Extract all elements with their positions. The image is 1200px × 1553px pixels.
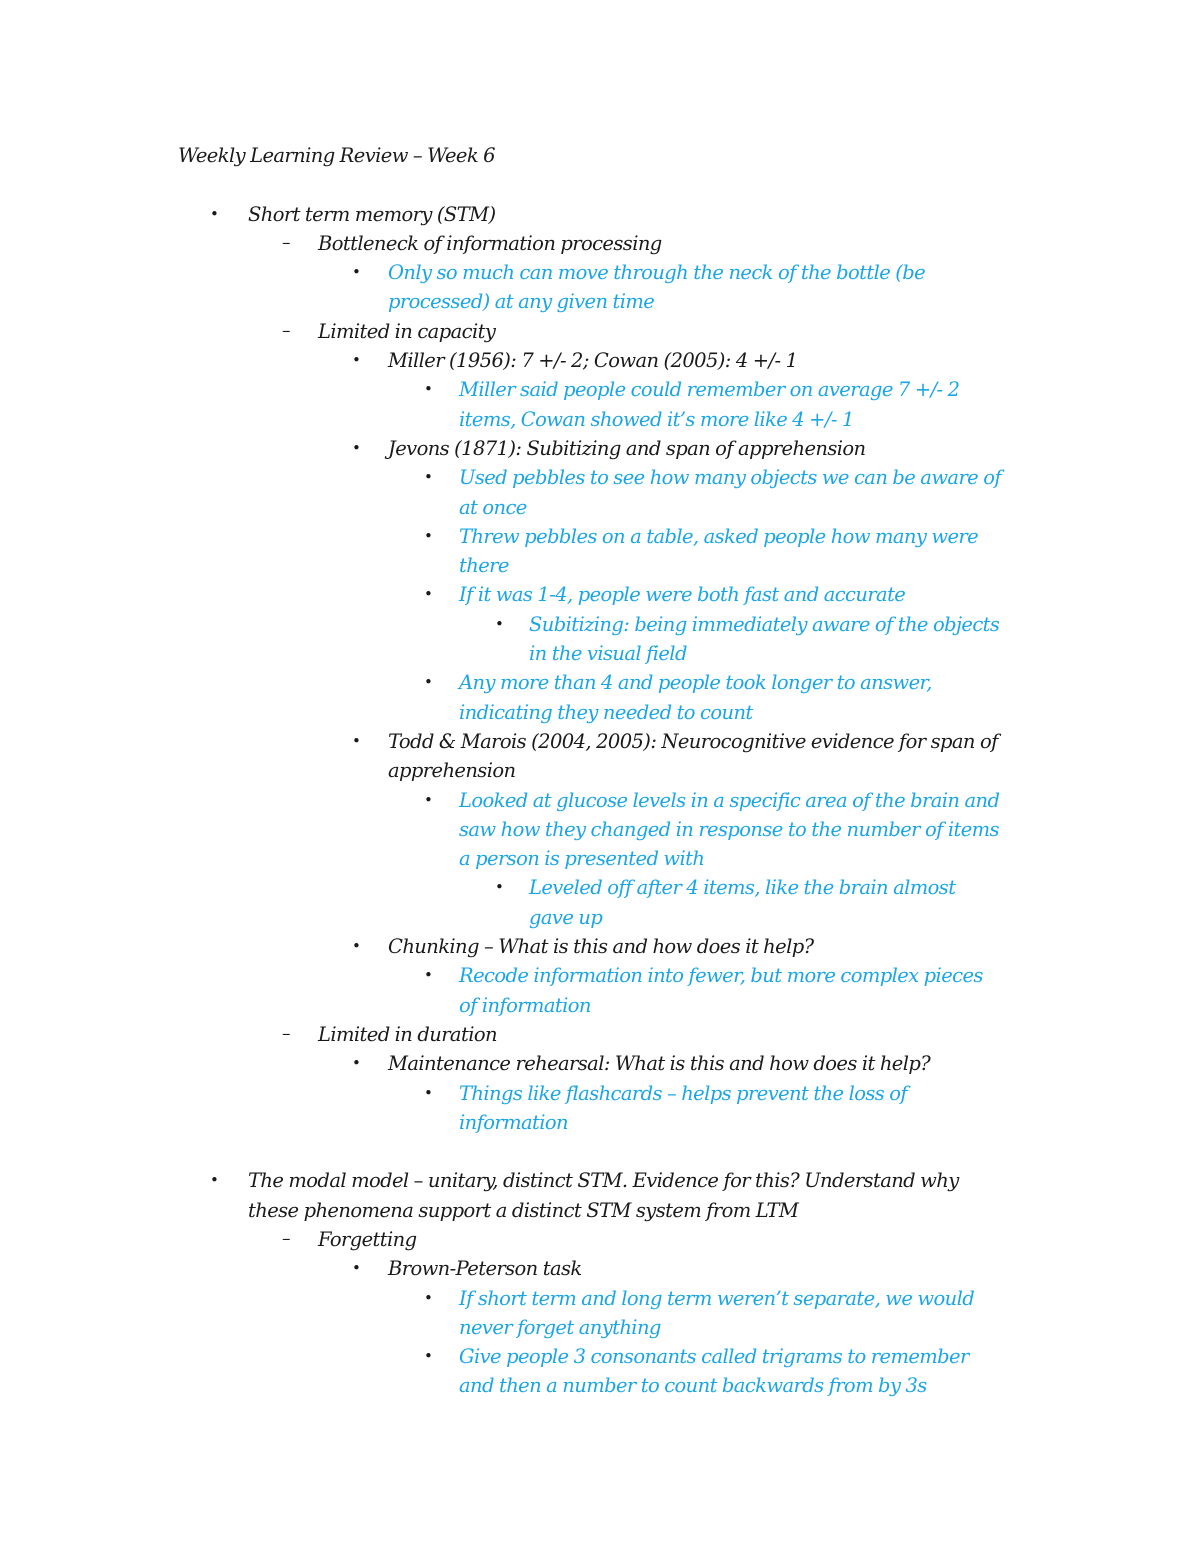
outline-line-text: Threw pebbles on a table, asked people how many were bbox=[459, 524, 979, 548]
bullet-icon: • bbox=[424, 790, 433, 809]
outline-line bbox=[178, 991, 1038, 1020]
outline-line-text: there bbox=[459, 554, 509, 578]
bullet-icon: • bbox=[495, 878, 504, 897]
outline-line bbox=[178, 756, 1038, 785]
outline-line bbox=[178, 786, 1038, 815]
outline-line-text: and then a number to count backwards from by 3s bbox=[459, 1374, 927, 1398]
outline-line-text: Things like flashcards – helps prevent the loss of bbox=[459, 1081, 908, 1105]
outline-line-text: Jevons (1871): Subitizing and span of apprehension bbox=[388, 436, 866, 460]
outline-line-text: processed) at any given time bbox=[388, 290, 655, 314]
dash-icon: – bbox=[282, 232, 290, 253]
outline-line bbox=[178, 200, 1038, 229]
outline-line bbox=[178, 405, 1038, 434]
bullet-icon: • bbox=[424, 673, 433, 692]
outline-line-text: items, Cowan showed it’s more like 4 +/- 1 bbox=[459, 407, 854, 431]
outline-line-text: of information bbox=[459, 993, 591, 1017]
bullet-icon: • bbox=[352, 438, 361, 457]
outline-line-text: Miller (1956): 7 +/- 2; Cowan (2005): 4 +/- 1 bbox=[388, 349, 798, 373]
outline-line bbox=[178, 1196, 1038, 1225]
outline-line-text: gave up bbox=[529, 905, 603, 929]
outline-line-text: Limited in capacity bbox=[318, 319, 496, 343]
outline-line bbox=[178, 727, 1038, 756]
outline-line bbox=[178, 258, 1038, 287]
outline-line bbox=[178, 610, 1038, 639]
document-title-text: Weekly Learning Review – Week 6 bbox=[178, 144, 495, 167]
outline-line-text: Todd & Marois (2004, 2005): Neurocognitive evidence for span of bbox=[388, 729, 998, 753]
outline-line bbox=[178, 1254, 1038, 1283]
bullet-icon: • bbox=[495, 614, 504, 633]
bullet-icon: • bbox=[352, 351, 361, 370]
outline-line-text: Leveled off after 4 items, like the brain almost bbox=[529, 876, 956, 900]
outline-line-text: Used pebbles to see how many objects we can be aware of bbox=[459, 466, 1001, 490]
outline-line-text: Chunking – What is this and how does it help? bbox=[388, 935, 814, 959]
dash-icon: – bbox=[282, 1228, 290, 1249]
outline-line bbox=[178, 1049, 1038, 1078]
outline-line bbox=[178, 1079, 1038, 1108]
outline-line-text: If short term and long term weren’t separate, we would bbox=[459, 1286, 975, 1310]
outline-line-text: Recode information into fewer, but more complex pieces bbox=[459, 964, 983, 988]
outline-line-text: Miller said people could remember on average 7 +/- 2 bbox=[459, 378, 960, 402]
outline-line-text: these phenomena support a distinct STM system from LTM bbox=[248, 1198, 799, 1222]
bullet-icon: • bbox=[424, 1347, 433, 1366]
outline-line bbox=[178, 844, 1038, 873]
outline-line bbox=[178, 1225, 1038, 1254]
outline-line bbox=[178, 932, 1038, 961]
outline-line bbox=[178, 463, 1038, 492]
outline-line-text: Only so much can move through the neck of the bottle (be bbox=[388, 261, 926, 285]
outline-list bbox=[178, 200, 1038, 1401]
outline-line-text: at once bbox=[459, 495, 527, 519]
bullet-icon: • bbox=[352, 1054, 361, 1073]
outline-line-text: Maintenance rehearsal: What is this and how does it help? bbox=[388, 1052, 931, 1076]
outline-line bbox=[178, 375, 1038, 404]
bullet-icon: • bbox=[352, 937, 361, 956]
outline-line bbox=[178, 493, 1038, 522]
outline-line bbox=[178, 873, 1038, 902]
outline-line bbox=[178, 287, 1038, 316]
outline-line-text: Give people 3 consonants called trigrams to remember bbox=[459, 1345, 969, 1369]
outline-line bbox=[178, 522, 1038, 551]
bullet-icon: • bbox=[424, 1288, 433, 1307]
bullet-icon: • bbox=[424, 1083, 433, 1102]
outline-line-text: Subitizing: being immediately aware of the objects bbox=[529, 612, 1000, 636]
outline-line-text: in the visual field bbox=[529, 642, 687, 666]
bullet-icon: • bbox=[352, 731, 361, 750]
section-spacer bbox=[178, 1137, 1038, 1166]
bullet-icon: • bbox=[424, 966, 433, 985]
outline-line-text: If it was 1-4, people were both fast and accurate bbox=[459, 583, 906, 607]
outline-line bbox=[178, 1313, 1038, 1342]
outline-line bbox=[178, 1166, 1038, 1195]
document-title bbox=[178, 141, 1038, 170]
outline-line-text: Short term memory (STM) bbox=[248, 202, 496, 226]
outline-line bbox=[178, 346, 1038, 375]
outline-line-text: Looked at glucose levels in a specific area of the brain and bbox=[459, 788, 1000, 812]
bullet-icon: • bbox=[210, 204, 219, 223]
outline-line bbox=[178, 815, 1038, 844]
outline-line-text: information bbox=[459, 1110, 568, 1134]
bullet-icon: • bbox=[352, 1259, 361, 1278]
outline-line bbox=[178, 551, 1038, 580]
outline-line bbox=[178, 1108, 1038, 1137]
dash-icon: – bbox=[282, 320, 290, 341]
bullet-icon: • bbox=[424, 380, 433, 399]
outline-line-text: a person is presented with bbox=[459, 847, 705, 871]
document-body bbox=[178, 141, 1038, 1401]
bullet-icon: • bbox=[424, 585, 433, 604]
bullet-icon: • bbox=[424, 526, 433, 545]
outline-line bbox=[178, 434, 1038, 463]
outline-line-text: never forget anything bbox=[459, 1315, 661, 1339]
outline-line-text: apprehension bbox=[388, 759, 516, 783]
outline-line bbox=[178, 580, 1038, 609]
outline-line bbox=[178, 1284, 1038, 1313]
outline-line-text: Any more than 4 and people took longer to answer, bbox=[459, 671, 932, 695]
outline-line bbox=[178, 1020, 1038, 1049]
bullet-icon: • bbox=[210, 1171, 219, 1190]
outline-line bbox=[178, 1342, 1038, 1371]
dash-icon: – bbox=[282, 1023, 290, 1044]
outline-line-text: indicating they needed to count bbox=[459, 700, 753, 724]
outline-line bbox=[178, 668, 1038, 697]
outline-line-text: Limited in duration bbox=[318, 1022, 497, 1046]
outline-line bbox=[178, 903, 1038, 932]
outline-line-text: saw how they changed in response to the number of items bbox=[459, 817, 999, 841]
bullet-icon: • bbox=[352, 263, 361, 282]
title-spacer bbox=[178, 170, 1038, 199]
outline-line-text: Bottleneck of information processing bbox=[318, 231, 662, 255]
outline-line bbox=[178, 317, 1038, 346]
outline-line-text: The modal model – unitary, distinct STM. Evidence for this? Understand why bbox=[248, 1169, 959, 1193]
outline-line bbox=[178, 229, 1038, 258]
outline-line-text: Brown-Peterson task bbox=[388, 1257, 582, 1281]
outline-line bbox=[178, 639, 1038, 668]
bullet-icon: • bbox=[424, 468, 433, 487]
outline-line bbox=[178, 961, 1038, 990]
outline-line-text: Forgetting bbox=[318, 1227, 417, 1251]
outline-line bbox=[178, 1371, 1038, 1400]
outline-line bbox=[178, 698, 1038, 727]
